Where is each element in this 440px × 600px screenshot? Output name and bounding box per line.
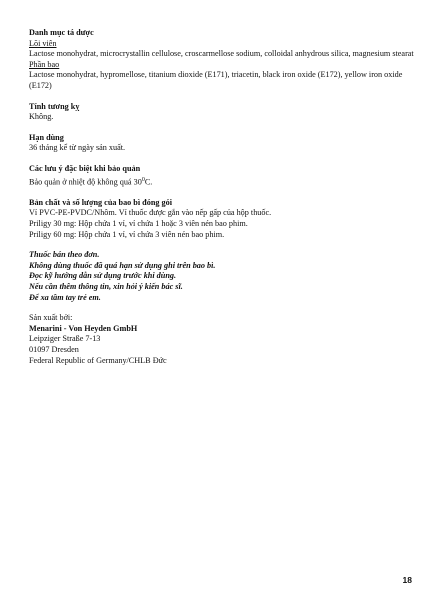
- incompatibilities-heading: [29, 102, 414, 113]
- warning-line: Đọc kỹ hướng dẫn sử dụng trước khi dùng.: [29, 271, 177, 281]
- shelf-life-heading: Hạn dùng: [29, 132, 64, 142]
- incompatibilities-heading-text: Tính tương k: [29, 101, 76, 111]
- incompatibilities-heading-underlined: ỵ: [75, 101, 80, 111]
- manufacturer-label: Sản xuất bởi:: [29, 313, 73, 323]
- warnings-section: [29, 250, 414, 303]
- packaging-line: Priligy 60 mg: Hộp chứa 1 vỉ, vỉ chứa 3 viên nén bao phim.: [29, 229, 225, 239]
- manufacturer-address-line: Federal Republic of Germany/CHLB Đức: [29, 355, 167, 365]
- incompatibilities-section: [29, 102, 414, 123]
- page-number: 18: [402, 575, 412, 585]
- coat-label: Phần bao: [29, 59, 60, 69]
- excipients-section: [29, 28, 414, 92]
- manufacturer-address-line: 01097 Dresden: [29, 344, 79, 354]
- warning-line: Nếu cần thêm thông tin, xin hỏi ý kiến bác sĩ.: [29, 282, 183, 292]
- manufacturer-section: [29, 313, 414, 366]
- packaging-line: Priligy 30 mg: Hộp chứa 1 vỉ, vỉ chứa 1 hoặc 3 viên nén bao phim.: [29, 219, 248, 229]
- storage-text: [29, 175, 414, 188]
- incompatibilities-text: Không.: [29, 112, 54, 122]
- coat-text: Lactose monohydrat, hypromellose, titanium dioxide (E171), triacetin, black iron oxide (E172), yellow iron oxide (E172): [29, 70, 403, 90]
- storage-section: [29, 164, 414, 188]
- packaging-heading: Bản chất và số lượng của bao bì đóng gói: [29, 197, 172, 207]
- warning-line: Thuốc bán theo đơn.: [29, 250, 100, 260]
- storage-heading: Các lưu ý đặc biệt khi bảo quản: [29, 163, 141, 173]
- core-text: Lactose monohydrat, microcrystallin cellulose, croscarmellose sodium, colloidal anhydrous silica, magnesium stearat: [29, 49, 414, 59]
- warning-line: Để xa tầm tay trẻ em.: [29, 292, 101, 302]
- warning-line: Không dùng thuốc đã quá hạn sử dụng ghi trên bao bì.: [29, 260, 216, 270]
- shelf-life-text: 36 tháng kể từ ngày sản xuất.: [29, 143, 126, 153]
- manufacturer-name: Menarini - Von Heyden GmbH: [29, 323, 138, 333]
- shelf-life-section: [29, 133, 414, 154]
- packaging-line: Vỉ PVC-PE-PVDC/Nhôm. Vỉ thuốc được gắn vào nếp gấp của hộp thuốc.: [29, 208, 272, 218]
- packaging-section: [29, 198, 414, 240]
- core-label: Lõi viên: [29, 38, 57, 48]
- excipients-heading: Danh mục tá dược: [29, 28, 94, 37]
- manufacturer-address-line: Leipziger Straße 7-13: [29, 334, 101, 344]
- storage-text-main: Bảo quản ở nhiệt độ không quá 30: [29, 177, 142, 187]
- degree-superscript: 0: [141, 176, 145, 183]
- storage-text-unit: C.: [144, 177, 153, 187]
